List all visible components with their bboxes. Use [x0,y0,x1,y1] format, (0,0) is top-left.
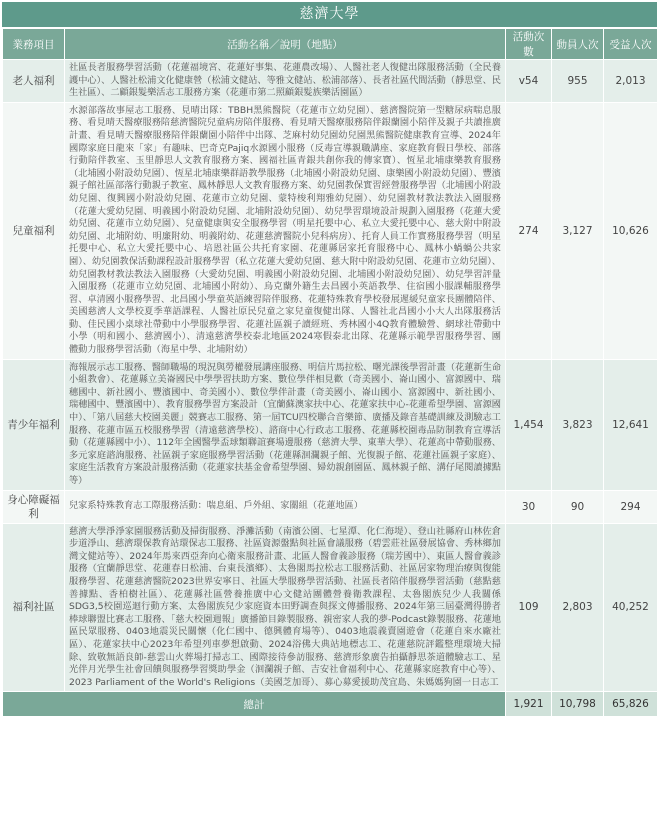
row-beneficiaries: 40,252 [604,523,658,692]
row-description: 慈濟大學淨淨家園服務活動及掃街服務、淨灘活動（南濱公園、七星潭、化仁海堤）、登山社縣府山林佐倉步道淨山、慈濟環保教育站環保志工服務、社區資源盤點與社區會議服務（碧雲莊社區發展協會、秀林鄉加灣文健站等）、2024年馬來西亞奔向心衛來服務計畫、北區人醫會義診服務（瑞芳國中）、東區人醫會義診服務（宜蘭靜思堂、花蓮春日松浦、台東長濱鄉）、太魯閣馬拉松志工服務活動、社區居家物理治療與復能服務學習、花蓮慈濟醫院2023世界安寧日、社區大學服務學習活動、社區長者陪伴服務學習活動（慈點慈善據點、香柏樹社區）、花蓮縣社區營養推廣中心文健站團體營養衛教課程、太魯閣族兒少人我關係SDG3,5校園巡迴行動方案、太魯閣族兒少家庭資本田野調查與探文傳播服務、2024年第三屆臺灣得勝者棒球聯盟比賽志工服務、「慈大校園週報」廣播節目錄製服務、親密家人我的夢-Podcast錄製服務、花蓮地區民眾服務、0403地震災民關懷（化仁國中、德興體育場等）、0403地震義賣園遊會（花蓮自來水廠社區）、花蓮家扶中心2023年希望列車夢想啟動、2024浴佛大典站地標志工、花蓮慈院評鑑整理環境大掃除、致敬無語良師-慈雲山火葬場打掃志工、國際接待參訪服務、慈濟形象廣告拍攝靜思茶道體驗志工、星光伴月光學生社會回饋與服務學習獎助學金（洄瀾親子館、吉安社會福利中心、花蓮縣家庭教育中心等）、2023 Parliament of the World's Religions（美國芝加哥）、募心募愛援助茂宜島、朱媽媽狗園一日志工 [65,523,506,692]
row-description: 兒家系特殊教育志工際服務活動：喘息組、戶外組、家關組（花蓮地區） [65,490,506,523]
row-beneficiaries: 2,013 [604,60,658,103]
row-count: 30 [506,490,552,523]
header-row [3,29,658,60]
row-volunteers: 955 [552,60,604,103]
row-volunteers: 3,127 [552,102,604,359]
row-category: 福利社區 [3,523,65,692]
row-category: 兒童福利 [3,102,65,359]
row-volunteers: 2,803 [552,523,604,692]
table-title: 慈濟大學 [2,2,657,27]
service-table [2,28,658,717]
total-beneficiaries: 65,826 [604,692,658,717]
table-row [3,490,658,523]
row-count: 1,454 [506,359,552,490]
row-count: 109 [506,523,552,692]
total-row [3,692,658,717]
row-count: 274 [506,102,552,359]
header-volunteers: 動員人次 [552,29,604,60]
row-count: v54 [506,60,552,103]
row-beneficiaries: 10,626 [604,102,658,359]
table-row [3,359,658,490]
header-beneficiaries: 受益人次 [604,29,658,60]
total-volunteers: 10,798 [552,692,604,717]
total-label: 總計 [3,692,506,717]
row-description: 水源部落故事屋志工服務、見晴出隊：TBBH黑熊醫院（花蓮市立幼兒園）、慈濟醫院第一型糖尿病喘息服務、看見晴天醫療服務陪慈濟醫院兒童病房陪伴服務、看見晴天醫療服務陪伴銀蘭園小陪伴及親子共讀推廣計畫、看見晴天醫療服務陪伴銀蘭園小陪伴中出隊、芝麻村幼兒園幼兒園黑熊醫院健康教育宣導、2024年國際家庭日龍來「家」有趣味、巴奇克Pajiq水源國小服務（反毒宣導親職講座、家庭教育假日學校、部落行動陪伴教室、玉里靜思人文教育服務方案、國福社區青銀共創你我的傳家寶）、恆星北埔康樂教育服務（北埔國小附設幼兒園）、恆星北埔康樂群語教學服務（北埔國小附設幼兒園、康樂國小附設幼兒園）、豐濱親子館社區部落行動親子教室、鳳林靜思人文教育服務方案、幼兒園教保實習經營服務學習（北埔國小附設幼兒園、復興國小附設幼兒園、花蓮市立幼兒園、蒙特梭利翔雅幼兒園）、幼兒園教材教法教法入園服務（花蓮大愛幼兒園、明義國小附設幼兒園、北埔附設幼兒園）、幼兒學習環境設計規劃入園服務（花蓮大愛幼兒園、花蓮市立幼兒園）、兒童健康與安全服務學習（明星托嬰中心、私立大愛托嬰中心、慈大附中附設幼兒園、北埔附幼、明廉附幼、明義附幼、花蓮慈濟醫院小兒科病房）、托育人員工作實務服務學習（明星托嬰中心、私立大愛托嬰中心、培恩社區公共托育家園、花蓮縣居家托育服務中心、鳳林小蝸蝸公共家園）、幼兒園教保活動課程設計服務學習（私立花蓮大愛幼兒園、慈大附中附設幼兒園、花蓮市立幼兒園）、幼兒園教材教法教法入園服務（大愛幼兒園、明義國小附設幼兒園、北埔國小附設幼兒園）、幼兒學習評量入園服務（花蓮市立幼兒園、北埔國小附幼）、烏克蘭外籍生去昌國小英語教學、住宿國小服課輔服務學習、卓清國小服務學習、北昌國小學童英語練習陪伴服務、花蓮特殊教育學校發展遲緩兒童家長團體陪伴、美國慈濟人文學校夏季華語課程、人醫社原民兒童之家兒童復健出隊、人醫社北昌國小小大人出隊服務活動、佳民國小桌球社帶動中小學服務學習、花蓮社區親子讀經班、秀林國小4Q教育體驗營、網球社帶動中小學（明和國小、慈濟國小）、清遠慈濟學校泰北地區2024寒假泰北出隊、花蓮縣示範學習服務學習、團體動力服務學習活動（海星中學、北埔附幼） [65,102,506,359]
row-volunteers: 3,823 [552,359,604,490]
row-beneficiaries: 12,641 [604,359,658,490]
row-description: 海報展示志工服務、醫師職場的現況與勞權發展講座服務、明信片馬拉松、曙光課後學習計畫（花蓮新生命小組教會）、花蓮縣立美崙國民中學學習扶助方案、數位學伴相見歡（奇美國小、崙山國小、富源國中、瑞穗國中、新社國小、豐濱國中、奇美國小）、數位學伴計畫（奇美國小、崙山國小、富源國中、新社國小、瑞穗國中、豐濱國中）、教育服務學習方案設計（宜蘭蘇澳家扶中心、花蓮家扶中心-花蓮希望學園、富源國中）、「第八屆慈大校園美麗」競賽志工服務、第一屆TCU四校聯合音樂節、廣播及錄音基礎訓練及測驗志工服務、花蓮市區五校服務學習（清遠慈濟學校）、諮商中心行政志工服務、花蓮縣校園毒品防制教育宣導活動（花蓮縣國中小）、112年全國醫學盃球類聯誼賽場邊服務（慈濟大學、東華大學）、花蓮高中帶動服務、多元家庭諮詢服務、社區親子家庭服務學習活動（花蓮縣洄瀾親子館、光復親子館、花蓮社區親子家庭）、家庭生活教育方案設計服務活動（花蓮家扶基金會希望學園、婦幼親創園區、鳳林親子館、溝仔尾閱讀據點等） [65,359,506,490]
row-category: 青少年福利 [3,359,65,490]
row-category: 身心障礙福利 [3,490,65,523]
table-row [3,60,658,103]
total-count: 1,921 [506,692,552,717]
row-description: 社區長者服務學習活動（花蓮福境宮、花蓮好事集、花蓮農改場）、人醫社老人復健出隊服務活動（全民養護中心）、人醫社松浦文化健康營（松浦文健站、等雅文健站、松浦部落）、長者社區代間活動（靜思堂、民生社區）、二顧銀髮樂活志工服務方案（花蓮市第二照顧銀髮族樂活園區） [65,60,506,103]
table-row [3,523,658,692]
header-category: 業務項目 [3,29,65,60]
header-count: 活動次數 [506,29,552,60]
row-beneficiaries: 294 [604,490,658,523]
row-volunteers: 90 [552,490,604,523]
table-row [3,102,658,359]
header-activity: 活動名稱／說明（地點） [65,29,506,60]
row-category: 老人福利 [3,60,65,103]
